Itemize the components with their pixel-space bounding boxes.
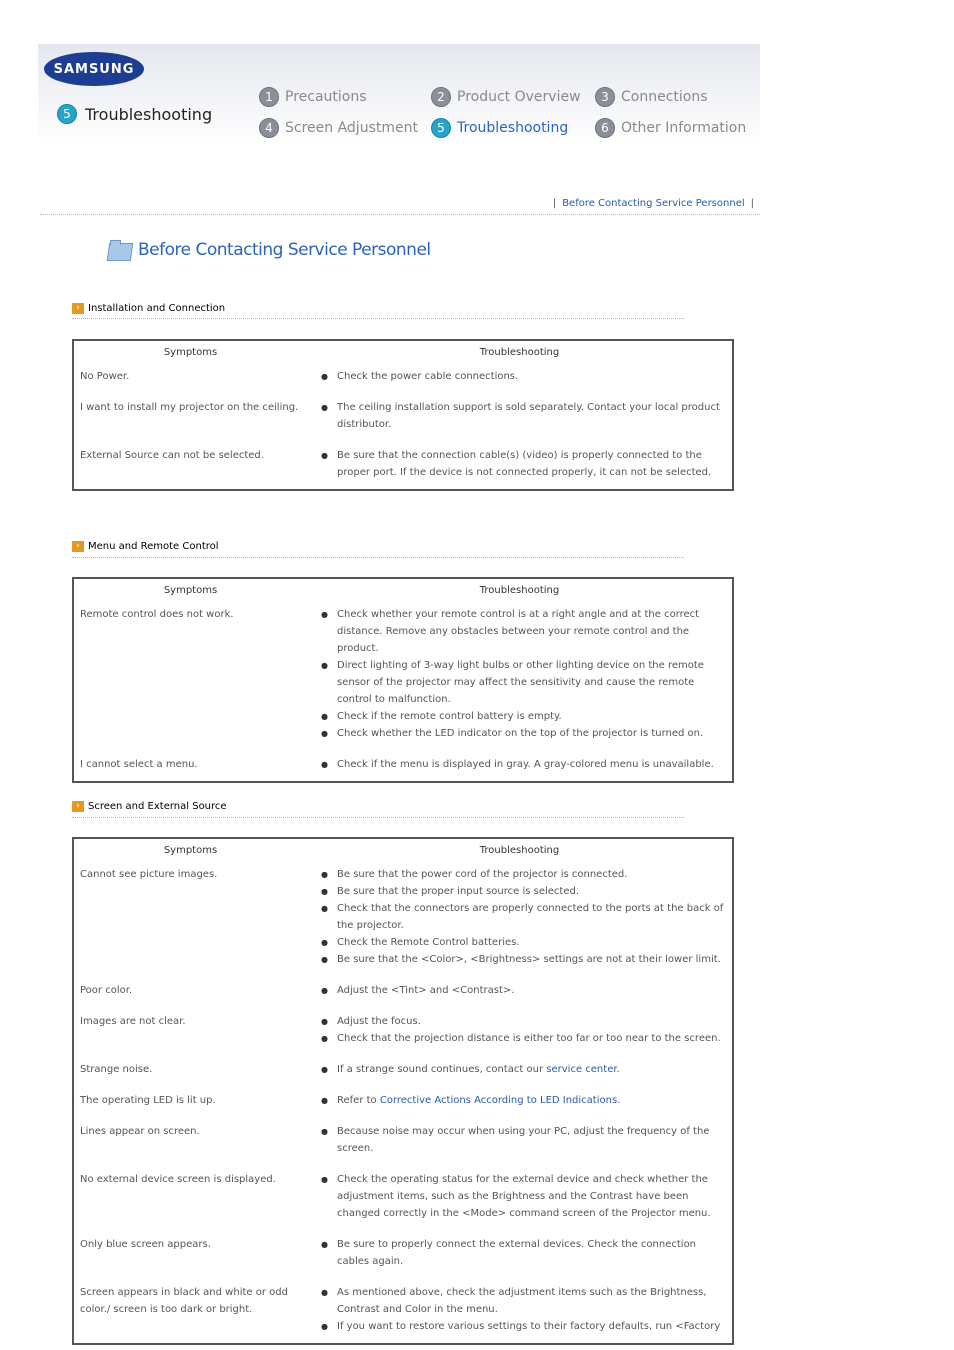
fix-text: If a strange sound continues, contact our <box>337 1064 547 1075</box>
fix-item <box>321 1092 726 1109</box>
fix-item: ● Be sure that the power cord of the projector is connected. <box>321 866 726 883</box>
symptom-cell: Lines appear on screen. <box>80 1126 200 1137</box>
table-row <box>73 600 733 750</box>
fix-item: ● Check whether your remote control is at a right angle and at the correct distance. Remove any obstacles between your remote control and the product. <box>321 606 726 657</box>
troubleshooting-table <box>72 339 734 491</box>
fix-cell <box>307 1278 733 1344</box>
nav-connections[interactable] <box>595 87 708 107</box>
fix-item: ● Be sure to properly connect the external devices. Check the connection cables again. <box>321 1236 726 1270</box>
fix-item: ● Check if the remote control battery is empty. <box>321 708 726 725</box>
breadcrumb <box>553 198 754 209</box>
fix-cell <box>307 860 733 976</box>
symptom-cell: No external device screen is displayed. <box>80 1174 276 1185</box>
section-heading <box>72 303 225 314</box>
symptom-cell: Images are not clear. <box>80 1016 186 1027</box>
fix-item: ● Check that the connectors are properly connected to the ports at the back of the projector. <box>321 900 726 934</box>
table-row <box>73 1007 733 1055</box>
table-row <box>73 1278 733 1344</box>
service-center-link[interactable]: service center <box>546 1064 617 1075</box>
fix-item: ● Check whether the LED indicator on the top of the projector is turned on. <box>321 725 726 742</box>
table-row <box>73 750 733 782</box>
symptoms-header: Symptoms <box>163 347 218 358</box>
folder-icon <box>108 240 132 260</box>
nav-label: Other Information <box>621 120 747 136</box>
table-row <box>73 976 733 1007</box>
fix-text: . <box>616 1064 620 1075</box>
symptom-cell: I want to install my projector on the ceiling. <box>80 402 299 413</box>
section-divider <box>72 318 684 319</box>
fix-cell <box>307 1230 733 1278</box>
table-row <box>73 393 733 441</box>
fix-item: ● If you want to restore various settings to their factory defaults, run <Factory <box>321 1318 726 1335</box>
arrow-right-icon: › <box>72 801 84 812</box>
fix-item: ● Adjust the focus. <box>321 1013 726 1030</box>
symptoms-header: Symptoms <box>163 585 218 596</box>
troubleshooting-header: Troubleshooting <box>479 845 560 856</box>
table-header-row <box>73 838 733 860</box>
number-3-icon: 3 <box>595 87 615 107</box>
fix-text: . <box>617 1095 621 1106</box>
current-section-title: Troubleshooting <box>85 104 213 124</box>
fix-item: ● Check the power cable connections. <box>321 368 726 385</box>
fix-item: ● Be sure that the <Color>, <Brightness> settings are not at their lower limit. <box>321 951 726 968</box>
section-divider <box>72 557 684 558</box>
troubleshooting-table <box>72 577 734 783</box>
breadcrumb-separator: | <box>552 198 557 209</box>
troubleshooting-table <box>72 837 734 1345</box>
section-number-icon: 5 <box>57 104 77 124</box>
troubleshooting-header: Troubleshooting <box>479 347 560 358</box>
table-header-row <box>73 578 733 600</box>
fix-cell <box>307 1055 733 1086</box>
symptom-cell: Strange noise. <box>80 1064 153 1075</box>
section-title: Menu and Remote Control <box>88 541 219 552</box>
fix-item: ● Check that the projection distance is either too far or too near to the screen. <box>321 1030 726 1047</box>
nav-screen-adjustment[interactable] <box>259 118 418 138</box>
arrow-right-icon: › <box>72 303 84 314</box>
section-divider <box>72 817 684 818</box>
table-row <box>73 860 733 976</box>
fix-item: ● Check the operating status for the external device and check whether the adjustment items, such as the Brightness and the Contrast have been changed correctly in the <Mode> command screen of the Projector menu. <box>321 1171 726 1222</box>
number-2-icon: 2 <box>431 87 451 107</box>
fix-item: ● The ceiling installation support is sold separately. Contact your local product distributor. <box>321 399 726 433</box>
symptom-cell: Remote control does not work. <box>80 609 234 620</box>
table-row <box>73 1230 733 1278</box>
fix-item: ● Adjust the <Tint> and <Contrast>. <box>321 982 726 999</box>
fix-cell <box>307 750 733 782</box>
table-row <box>73 1165 733 1230</box>
fix-cell <box>307 1165 733 1230</box>
fix-item: ● Check the Remote Control batteries. <box>321 934 726 951</box>
symptoms-header: Symptoms <box>163 845 218 856</box>
page-title <box>108 240 431 260</box>
symptom-cell: Poor color. <box>80 985 133 996</box>
fix-item: ● Direct lighting of 3-way light bulbs or other lighting device on the remote sensor of the projector may affect the sensitivity and cause the remote control to malfunction. <box>321 657 726 708</box>
samsung-logo[interactable]: SAMSUNG <box>44 52 144 86</box>
divider <box>40 214 760 215</box>
nav-other-information[interactable] <box>595 118 746 138</box>
fix-cell <box>307 1007 733 1055</box>
fix-cell <box>307 393 733 441</box>
fix-item: ● As mentioned above, check the adjustment items such as the Brightness, Contrast and Color in the menu. <box>321 1284 726 1318</box>
fix-cell <box>307 1117 733 1165</box>
section-heading <box>72 801 227 812</box>
page-title-text: Before Contacting Service Personnel <box>138 240 431 260</box>
symptom-cell: External Source can not be selected. <box>80 450 264 461</box>
led-indications-link[interactable]: Corrective Actions According to LED Indications <box>379 1095 618 1106</box>
fix-item: ● Be sure that the connection cable(s) (video) is properly connected to the proper port. If the device is not connected properly, it can not be selected. <box>321 447 726 481</box>
symptom-cell: Screen appears in black and white or odd color./ screen is too dark or bright. <box>80 1287 288 1315</box>
nav-label: Product Overview <box>457 89 581 105</box>
breadcrumb-link[interactable]: Before Contacting Service Personnel <box>562 198 745 209</box>
symptom-cell: I cannot select a menu. <box>80 759 198 770</box>
section-title: Screen and External Source <box>88 801 227 812</box>
symptom-cell: No Power. <box>80 371 130 382</box>
troubleshooting-header: Troubleshooting <box>479 585 560 596</box>
table-row <box>73 441 733 490</box>
current-section-badge <box>57 104 212 124</box>
section-title: Installation and Connection <box>88 303 226 314</box>
arrow-right-icon: › <box>72 541 84 552</box>
number-6-icon: 6 <box>595 118 615 138</box>
nav-label: Troubleshooting <box>457 120 569 136</box>
table-row <box>73 362 733 393</box>
nav-troubleshooting[interactable] <box>431 118 568 138</box>
fix-cell <box>307 600 733 750</box>
fix-item: ● Because noise may occur when using your PC, adjust the frequency of the screen. <box>321 1123 726 1157</box>
table-header-row <box>73 340 733 362</box>
nav-product-overview[interactable] <box>431 87 581 107</box>
fix-item <box>321 1061 726 1078</box>
fix-cell <box>307 362 733 393</box>
number-1-icon: 1 <box>259 87 279 107</box>
fix-cell <box>307 441 733 490</box>
fix-cell <box>307 976 733 1007</box>
number-4-icon: 4 <box>259 118 279 138</box>
nav-label: Precautions <box>285 89 367 105</box>
fix-item: ● Be sure that the proper input source is selected. <box>321 883 726 900</box>
nav-label: Screen Adjustment <box>285 120 418 136</box>
fix-cell <box>307 1086 733 1117</box>
breadcrumb-separator: | <box>750 198 754 209</box>
symptom-cell: Only blue screen appears. <box>80 1239 211 1250</box>
table-row <box>73 1117 733 1165</box>
number-5-icon: 5 <box>431 118 451 138</box>
nav-precautions[interactable] <box>259 87 367 107</box>
symptom-cell: The operating LED is lit up. <box>80 1095 216 1106</box>
fix-item: ● Check if the menu is displayed in gray. A gray-colored menu is unavailable. <box>321 756 726 773</box>
nav-label: Connections <box>621 89 708 105</box>
table-row <box>73 1055 733 1086</box>
section-heading <box>72 541 219 552</box>
fix-text: Refer to <box>337 1095 380 1106</box>
symptom-cell: Cannot see picture images. <box>80 869 218 880</box>
table-row <box>73 1086 733 1117</box>
